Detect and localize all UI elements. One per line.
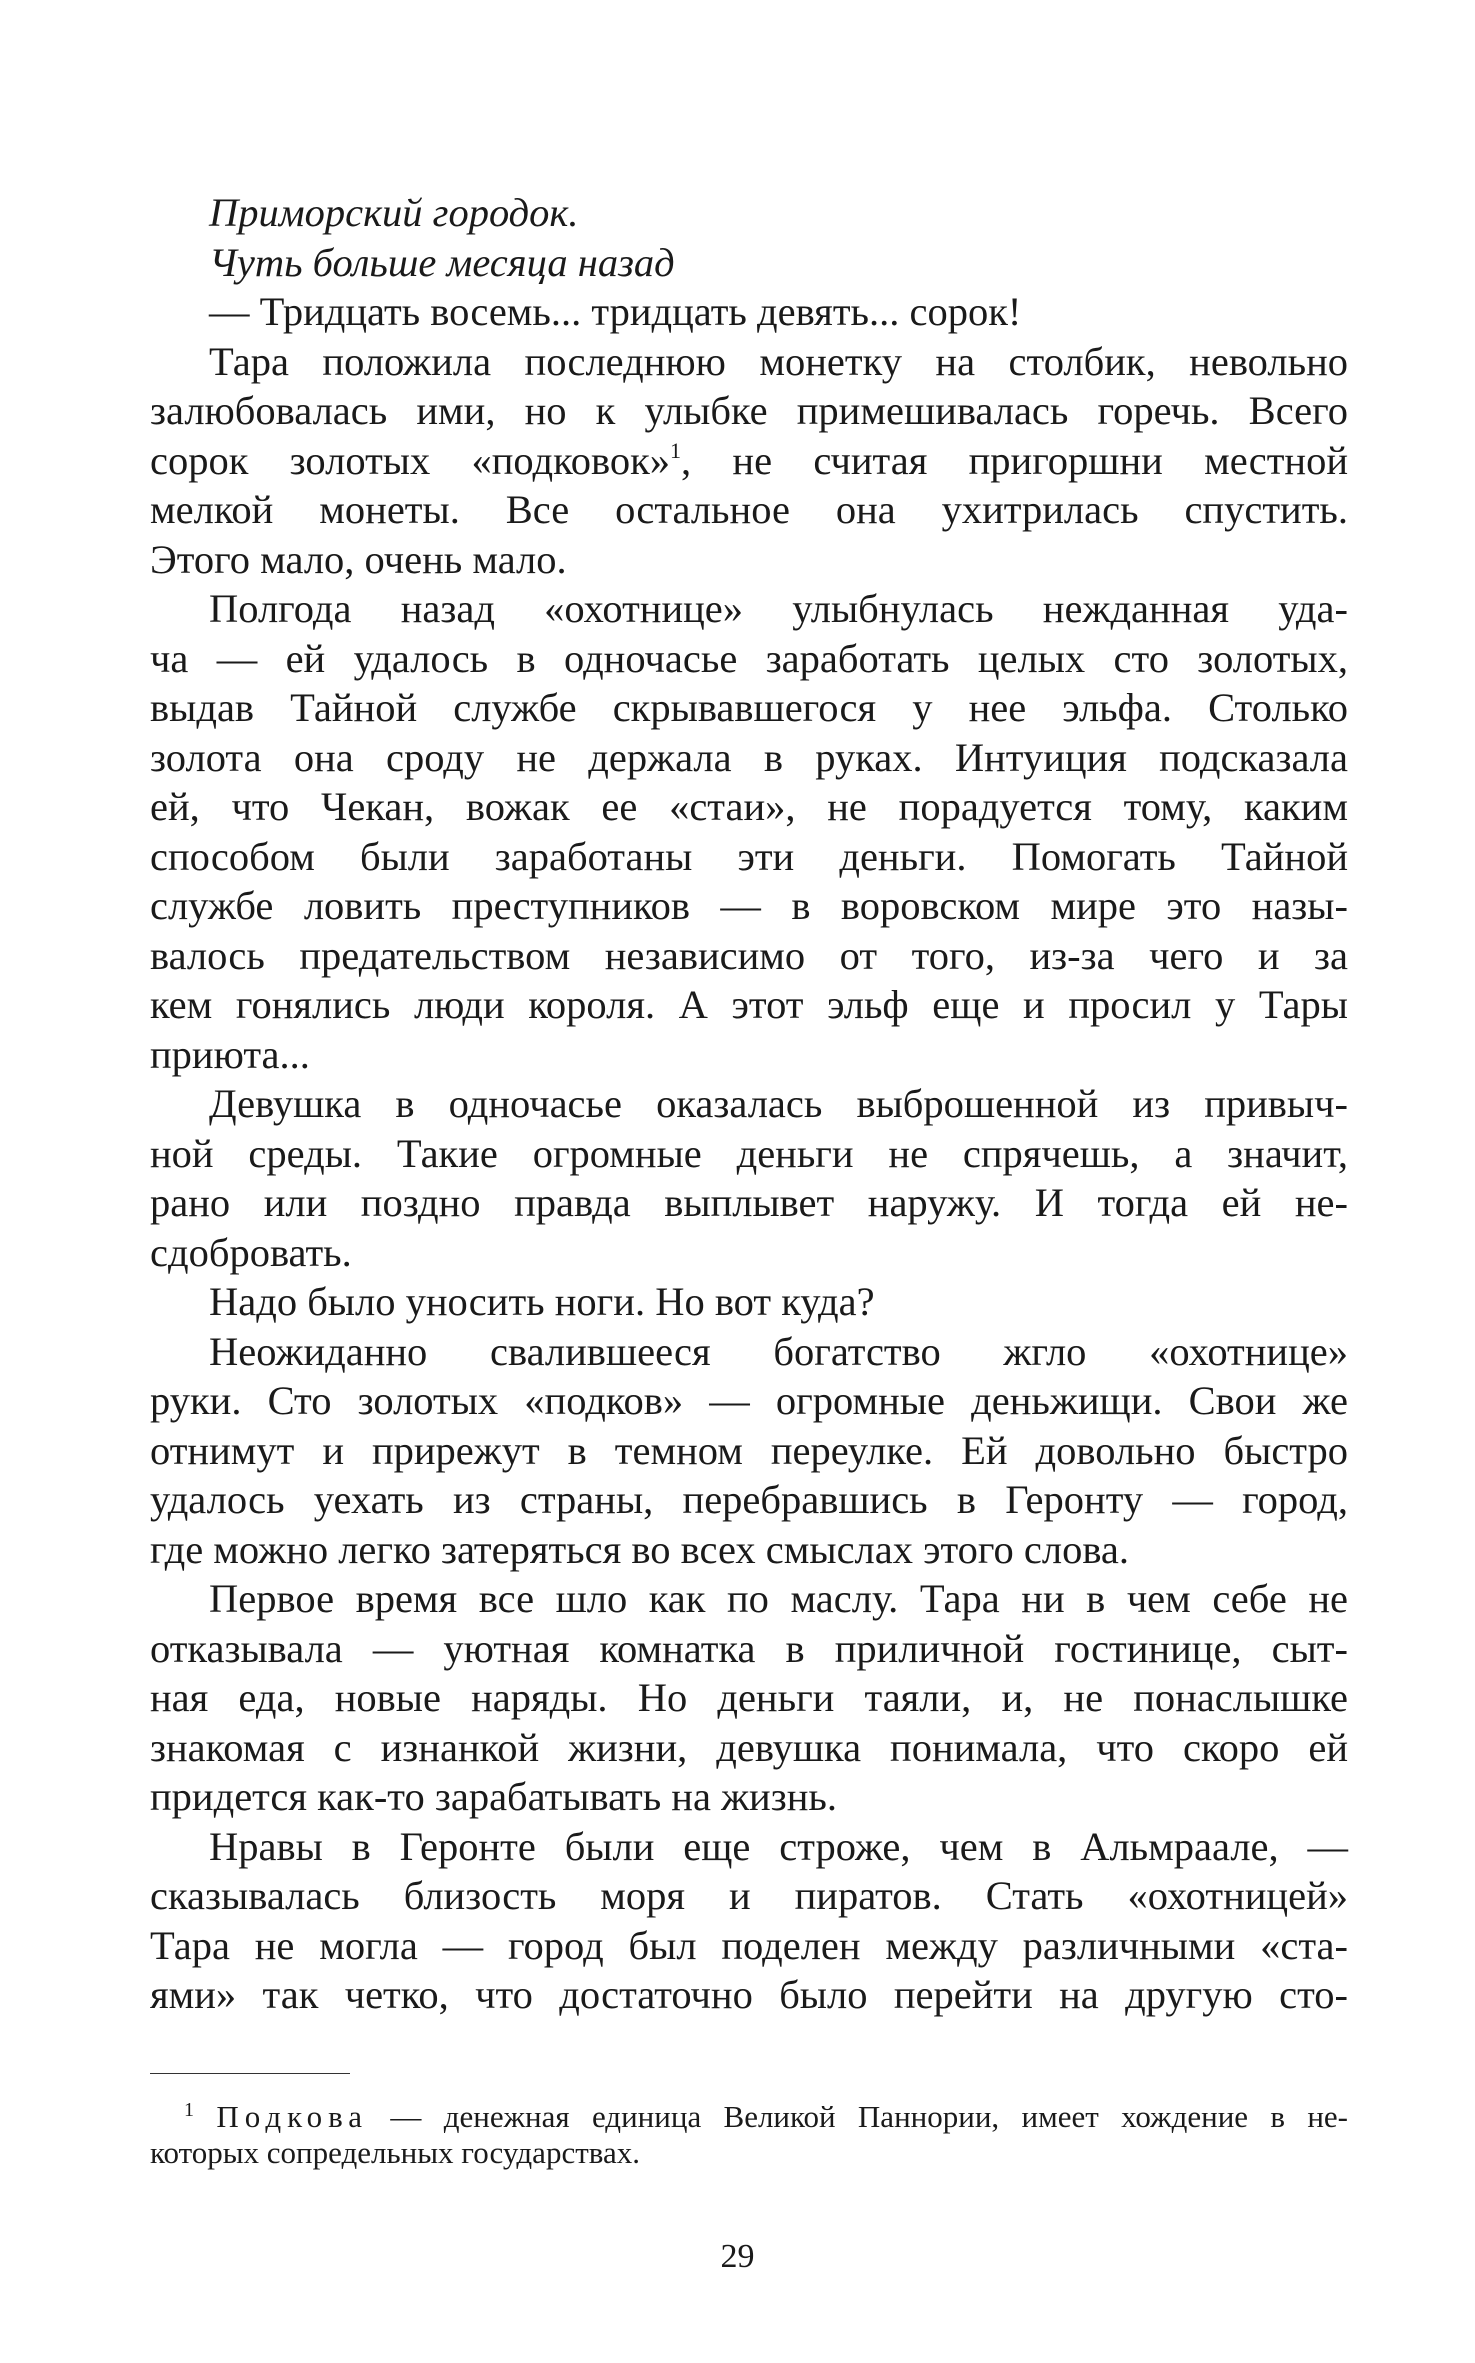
chapter-heading <box>150 188 1348 287</box>
text-line: способом были заработаны эти деньги. Помогать Тайной <box>150 833 1348 879</box>
footnote-line-2: которых сопредельных государствах. <box>150 2135 640 2170</box>
footnote-term: Подкова <box>216 2099 369 2134</box>
text-line: рано или поздно правда выплывет наружу. И тогда ей не- <box>150 1180 1348 1225</box>
footnote-definition: — денежная единица Великой Паннории, имеет хождение в не- <box>368 2099 1348 2134</box>
text-line: руки. Сто золотых «подков» — огромные деньжищи. Свои же <box>150 1378 1348 1423</box>
text-line: Тара не могла — город был поделен между различными «ста- <box>150 1922 1348 1968</box>
text-line: кем гонялись люди короля. А этот эльф еще и просил у Тары <box>150 982 1348 1027</box>
text-line: ча — ей удалось в одночасье заработать целых сто золотых, <box>150 635 1348 681</box>
footnote <box>150 2099 1348 2171</box>
text-line: Надо было уносить ноги. Но вот куда? <box>209 1279 875 1324</box>
text-line: приюта... <box>150 1031 310 1077</box>
text-fragment: сорок золотых «подковок» <box>150 437 671 483</box>
text-line: отнимут и прирежут в темном переулке. Ей довольно быстро <box>150 1427 1348 1473</box>
text-line: ей, что Чекан, вожак ее «стаи», не порадуется тому, каким <box>150 784 1348 829</box>
text-line: выдав Тайной службе скрывавшегося у нее эльфа. Столько <box>150 685 1348 730</box>
footnote-number: 1 <box>184 2099 194 2121</box>
text-line: сказывалась близость моря и пиратов. Стать «охотницей» <box>150 1873 1348 1918</box>
body-text <box>150 287 1348 2020</box>
text-line: Полгода назад «охотнице» улыбнулась нежданная уда- <box>209 586 1348 631</box>
footnote-divider <box>150 2073 350 2074</box>
text-line: золота она сроду не держала в руках. Интуиция подсказала <box>150 734 1348 780</box>
text-line: Нравы в Геронте были еще строже, чем в Альмраале, — <box>209 1823 1348 1869</box>
text-line: ная еда, новые наряды. Но деньги таяли, и, не понаслышке <box>150 1675 1348 1720</box>
text-line: знакомая с изнанкой жизни, девушка понимала, что скоро ей <box>150 1724 1348 1770</box>
text-line: Первое время все шло как по маслу. Тара ни в чем себе не <box>209 1576 1348 1621</box>
text-line: службе ловить преступников — в воровском мире это назы- <box>150 883 1348 928</box>
text-line: Девушка в одночасье оказалась выброшенной из привыч- <box>209 1081 1348 1126</box>
text-line: ной среды. Такие огромные деньги не спрячешь, а значит, <box>150 1130 1348 1176</box>
text-line: отказывала — уютная комнатка в приличной гостинице, сыт- <box>150 1625 1348 1671</box>
text-line: придется как-то зарабатывать на жизнь. <box>150 1774 837 1819</box>
heading-time: Чуть больше месяца назад <box>209 239 675 285</box>
page-number: 29 <box>720 2238 755 2275</box>
text-line: где можно легко затеряться во всех смыслах этого слова. <box>150 1526 1130 1572</box>
text-line: — Тридцать восемь... тридцать девять... сорок! <box>209 289 1022 334</box>
footnote-reference: 1 <box>670 437 682 463</box>
text-line: Этого мало, очень мало. <box>150 536 567 582</box>
text-line: Тара положила последнюю монетку на столбик, невольно <box>209 338 1348 384</box>
text-line: ями» так четко, что достаточно было перейти на другую сто- <box>150 1972 1348 2017</box>
text-line: мелкой монеты. Все остальное она ухитрилась спустить. <box>150 487 1348 532</box>
text-fragment: , не считая пригоршни местной <box>681 437 1348 483</box>
heading-place: Приморский городок. <box>209 190 579 235</box>
text-line: валось предательством независимо от того, из-за чего и за <box>150 932 1348 978</box>
text-line: залюбовалась ими, но к улыбке примешивалась горечь. Всего <box>150 388 1348 433</box>
text-line: удалось уехать из страны, перебравшись в Геронту — город, <box>150 1477 1348 1522</box>
footnote-line-1 <box>150 2099 1348 2135</box>
page-body <box>150 188 1348 2020</box>
text-line <box>150 436 1348 486</box>
text-line: Неожиданно свалившееся богатство жгло «охотнице» <box>209 1328 1348 1374</box>
text-line: сдобровать. <box>150 1229 352 1275</box>
